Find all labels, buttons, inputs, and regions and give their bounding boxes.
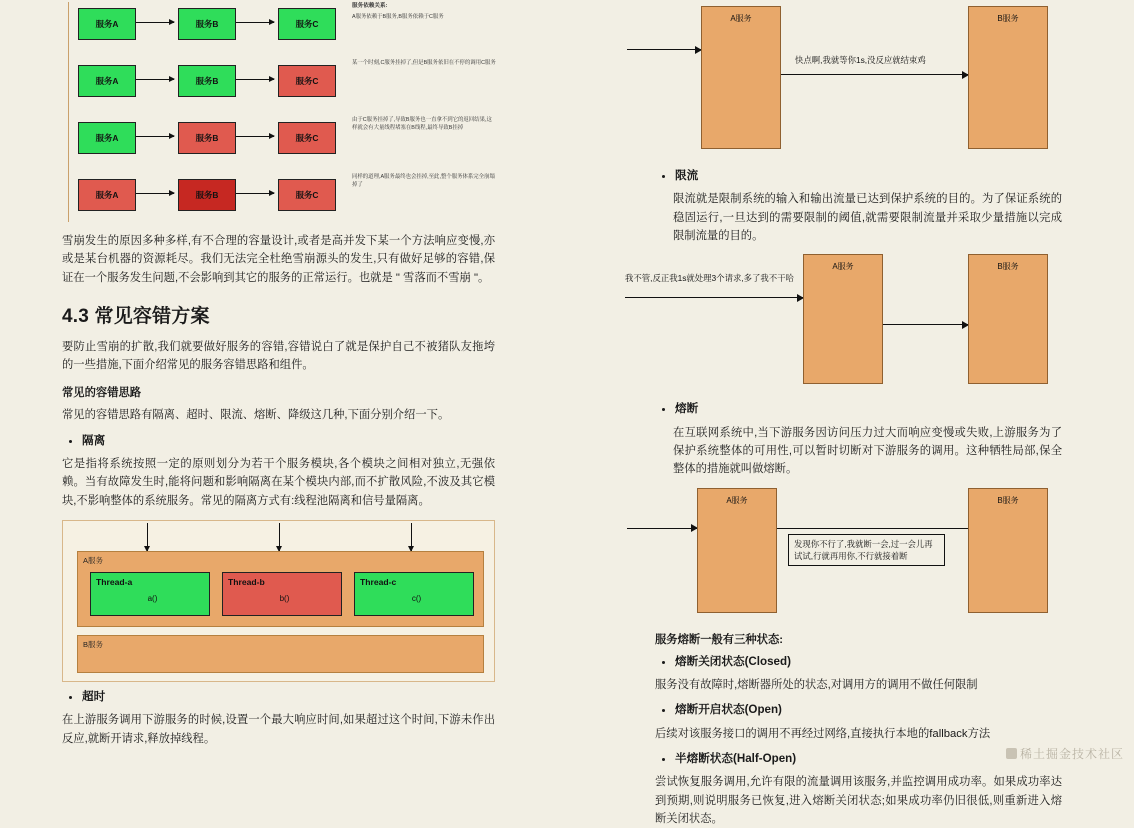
call-arrow xyxy=(781,74,968,75)
paragraph-intro: 要防止雪崩的扩散,我们就要做好服务的容错,容错说白了就是保护自己不被猪队友拖垮的一些措施,下面介绍常见的服务容错思路和组件。 xyxy=(62,340,495,372)
flow-node-a: 服务A xyxy=(78,179,136,211)
left-column xyxy=(0,0,567,768)
service-b-box: B服务 xyxy=(968,488,1048,613)
flow-note-body: A服务依赖于B服务,B服务依赖于C服务 xyxy=(352,13,444,20)
incoming-arrow xyxy=(627,528,697,529)
flow-note-body: 同样的道理,A服务最终也会挂掉,至此,整个服务体系完全崩塌掉了 xyxy=(352,174,495,189)
avalanche-flow-diagram xyxy=(62,0,495,228)
limit-note: 我不管,反正我1s就处理3个请求,多了我不干哈 xyxy=(625,273,794,284)
bullet-isolation: • 隔离 xyxy=(82,432,495,449)
service-b-box: B服务 xyxy=(968,6,1048,149)
bullet-list-isolation xyxy=(62,432,495,449)
service-a-label: A服务 xyxy=(83,556,104,566)
fuse-state-list-3 xyxy=(655,750,1062,767)
flow-arrow xyxy=(136,79,174,80)
section-heading: 4.3 常见容错方案 xyxy=(62,305,210,327)
paragraph-thought: 常见的容错思路有隔离、超时、限流、熔断、降级这几种,下面分别介绍一下。 xyxy=(62,409,450,422)
flow-node-a: 服务A xyxy=(78,8,136,40)
flow-node-b: 服务B xyxy=(178,65,236,97)
flow-arrow xyxy=(236,22,274,23)
flow-node-a: 服务A xyxy=(78,65,136,97)
service-a-box: A服务 xyxy=(803,254,883,384)
thread-box xyxy=(90,572,210,616)
flow-node-c: 服务C xyxy=(278,8,336,40)
service-b-box: B服务 xyxy=(968,254,1048,384)
flow-arrow xyxy=(136,136,174,137)
thread-name: Thread-c xyxy=(360,577,397,588)
bullet-list-timeout xyxy=(62,688,495,705)
bullet-timeout: • 超时 xyxy=(82,688,495,705)
paragraph-fuse: 在互联网系统中,当下游服务因访问压力过大而响应变慢或失败,上游服务为了保护系统整体的可用性,可以暂时切断对下游服务的调用。这种牺牲局部,保全整体的措施就叫做熔断。 xyxy=(673,426,1062,476)
call-line xyxy=(777,528,968,529)
service-a-box: A服务 xyxy=(701,6,781,149)
watermark xyxy=(1006,745,1124,762)
fuse-state-open: • 熔断开启状态(Open) xyxy=(675,701,1062,718)
thread-arrow-down xyxy=(279,523,280,551)
thread-name: Thread-b xyxy=(228,577,265,588)
service-a-box: A服务 xyxy=(697,488,777,613)
fuse-state-half-open-desc: 尝试恢复服务调用,允许有限的流量调用该服务,并监控调用成功率。如果成功率达到预期,则说明服务已恢复,进入熔断关闭状态;如果成功率仍旧很低,则重新进入熔断关闭状态。 xyxy=(655,776,1062,825)
flow-note xyxy=(352,59,497,67)
fuse-state-open-desc: 后续对该服务接口的调用不再经过网络,直接执行本地的fallback方法 xyxy=(655,727,991,740)
call-arrow xyxy=(883,324,968,325)
incoming-arrow xyxy=(627,49,701,50)
flow-row xyxy=(62,114,495,164)
flow-node-b: 服务B xyxy=(178,8,236,40)
right-column xyxy=(567,0,1134,825)
paragraph-isolation: 它是指将系统按照一定的原则划分为若干个服务模块,各个模块之间相对独立,无强依赖。当有故障发生时,能将问题和影响隔离在某个模块内部,而不扩散风险,不波及其它模块,不影响整体的系统服务。常见的隔离方式有:线程池隔离和信号量隔离。 xyxy=(62,458,495,507)
flow-row xyxy=(62,57,495,107)
limit-diagram xyxy=(625,252,1062,392)
bullet-list-fuse xyxy=(655,400,1062,417)
thread-method: a() xyxy=(147,594,158,604)
thread-box xyxy=(354,572,474,616)
bullet-list-limit xyxy=(655,167,1062,184)
flow-node-c: 服务C xyxy=(278,65,336,97)
fuse-state-list-2 xyxy=(655,701,1062,718)
thread-arrow-down xyxy=(411,523,412,551)
bullet-limit: • 限流 xyxy=(675,167,1062,184)
flow-note-body: 某一个时刻,C服务挂掉了,但是B服务依旧在不停的调用C服务 xyxy=(352,60,496,66)
thread-method: c() xyxy=(411,594,422,604)
timeout-diagram xyxy=(655,4,1062,159)
flow-arrow xyxy=(136,22,174,23)
thread-box xyxy=(222,572,342,616)
incoming-arrow xyxy=(625,297,803,298)
paragraph-timeout: 在上游服务调用下游服务的时候,设置一个最大响应时间,如果超过这个时间,下游未作出反应,就断开请求,释放掉线程。 xyxy=(62,714,495,745)
flow-row xyxy=(62,0,495,50)
bullet-fuse: • 熔断 xyxy=(675,400,1062,417)
thread-arrow-down xyxy=(147,523,148,551)
flow-node-c: 服务C xyxy=(278,122,336,154)
flow-note xyxy=(352,173,497,190)
service-b-box xyxy=(77,635,484,673)
subsection-title: 常见的容错思路 xyxy=(62,387,142,400)
fuse-states-title: 服务熔断一般有三种状态: xyxy=(655,633,784,646)
fuse-state-closed: • 熔断关闭状态(Closed) xyxy=(675,653,1062,670)
service-b-label: B服务 xyxy=(83,640,104,650)
flow-arrow xyxy=(236,193,274,194)
flow-node-b: 服务B xyxy=(178,179,236,211)
watermark-logo-icon xyxy=(1006,748,1017,759)
flow-note xyxy=(352,2,497,21)
flow-arrow xyxy=(236,79,274,80)
flow-note-title: 服务依赖关系: xyxy=(352,3,388,9)
paragraph-avalanche: 雪崩发生的原因多种多样,有不合理的容量设计,或者是高并发下某一个方法响应变慢,亦或是某台机器的资源耗尽。我们无法完全杜绝雪崩源头的发生,只有做好足够的容错,保证在一个服务发生问题,不会影响到其它的服务的正常运行。也就是 " 雪落而不雪崩 "。 xyxy=(62,235,495,284)
fuse-diagram xyxy=(655,486,1062,621)
watermark-text: 稀土掘金技术社区 xyxy=(1019,747,1124,761)
flow-row xyxy=(62,171,495,221)
thread-isolation-diagram xyxy=(62,520,495,682)
fuse-state-closed-desc: 服务没有故障时,熔断器所处的状态,对调用方的调用不做任何限制 xyxy=(655,678,978,691)
thread-method: b() xyxy=(279,594,290,604)
service-a-box xyxy=(77,551,484,627)
fuse-note: 发现你不行了,我就断一会,过一会儿再试试,行就再用你,不行就接着断 xyxy=(788,534,945,566)
flow-node-a: 服务A xyxy=(78,122,136,154)
fuse-state-list-1 xyxy=(655,653,1062,670)
thread-name: Thread-a xyxy=(96,577,133,588)
flow-note xyxy=(352,116,497,133)
fuse-state-half-open: • 半熔断状态(Half-Open) xyxy=(675,750,1062,767)
flow-arrow xyxy=(136,193,174,194)
flow-node-b: 服务B xyxy=(178,122,236,154)
flow-note-body: 由于C服务挂掉了,导致B服务也一直拿不到它的返回结果,这样就会有大量线程堵塞在B线程,最终导致B挂掉 xyxy=(352,117,492,132)
timeout-note: 快点啊,我就等你1s,没反应就结束鸡 xyxy=(795,55,926,65)
flow-node-c: 服务C xyxy=(278,179,336,211)
flow-arrow xyxy=(236,136,274,137)
paragraph-limit: 限流就是限制系统的输入和输出流量已达到保护系统的目的。为了保证系统的稳固运行,一旦达到的需要限制的阈值,就需要限制流量并采取少量措施以完成限制流量的目的。 xyxy=(673,193,1062,242)
